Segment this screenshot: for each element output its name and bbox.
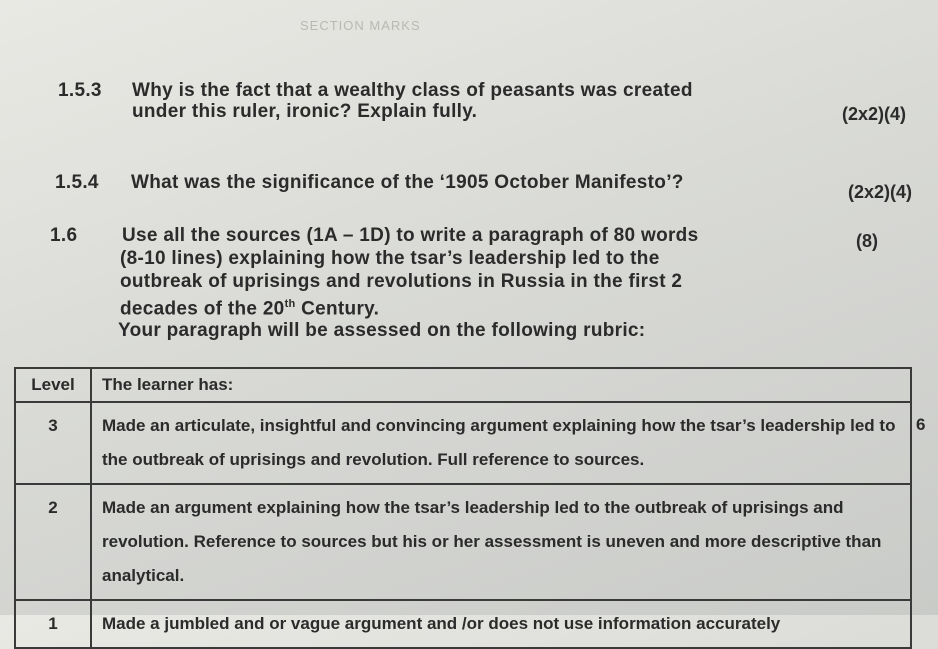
question-text-line: Your paragraph will be assessed on the following rubric: <box>118 320 646 341</box>
faint-header-text: SECTION MARKS <box>300 18 421 33</box>
question-text-line: outbreak of uprisings and revolutions in Russia in the first 2 <box>120 271 683 292</box>
rubric-marks <box>911 600 937 648</box>
rubric-level: 3 <box>15 402 91 484</box>
question-1-5-4 <box>55 172 755 197</box>
description-column-header: The learner has: <box>91 368 911 402</box>
rubric-row-level-3 <box>15 402 937 484</box>
rubric-header-row <box>15 368 937 402</box>
question-number: 1.6 <box>50 225 78 246</box>
question-marks: (2x2)(4) <box>848 182 913 202</box>
question-text-line: What was the significance of the ‘1905 October Manifesto’? <box>131 172 684 193</box>
question-number: 1.5.3 <box>58 80 102 101</box>
question-number: 1.5.4 <box>55 172 99 193</box>
question-marks: (8) <box>856 231 878 251</box>
question-marks: (2x2)(4) <box>842 104 907 124</box>
question-text-line: (8-10 lines) explaining how the tsar’s leadership led to the <box>120 248 660 269</box>
rubric-level: 2 <box>15 484 91 600</box>
rubric-row-level-2 <box>15 484 937 600</box>
century-text: Century. <box>295 298 380 320</box>
rubric-table <box>14 367 938 649</box>
marks-column-header <box>911 368 937 402</box>
rubric-description: Made a jumbled and or vague argument and /or does not use information accurately <box>91 600 911 648</box>
decades-text: decades of the 20 <box>120 298 285 320</box>
rubric-description: Made an articulate, insightful and convincing argument explaining how the tsar’s leadership led to the outbreak of uprisings and revolution. Full reference to sources. <box>91 402 911 484</box>
rubric-marks: 6 <box>916 415 926 434</box>
rubric-description: Made an argument explaining how the tsar’s leadership led to the outbreak of uprisings and revolution. Reference to sources but his or her assessment is uneven and more descriptive than analytical. <box>91 484 911 600</box>
rubric-marks <box>911 484 937 600</box>
rubric-row-level-1 <box>15 600 937 648</box>
level-column-header: Level <box>15 368 91 402</box>
question-text-line: Why is the fact that a wealthy class of peasants was created <box>132 80 693 101</box>
question-text-line: under this ruler, ironic? Explain fully. <box>132 101 478 122</box>
question-text-line: Use all the sources (1A – 1D) to write a paragraph of 80 words <box>122 225 699 246</box>
question-1-6 <box>50 225 810 355</box>
superscript-th: th <box>284 298 296 310</box>
question-text-line <box>120 294 379 319</box>
question-1-5-3 <box>58 80 758 130</box>
rubric-level: 1 <box>15 600 91 648</box>
